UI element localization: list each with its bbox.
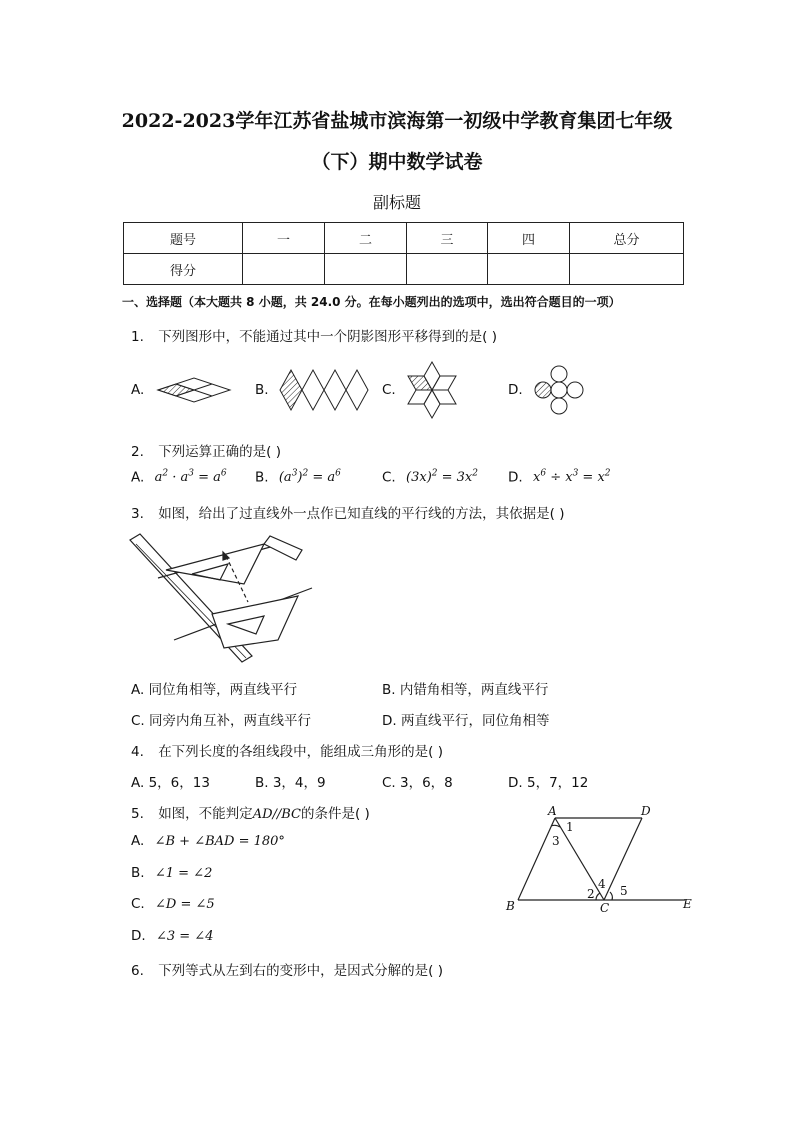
score-header-cell: 一 (243, 223, 325, 254)
q2-option-c-formula: $(3x)^2 = 3x^2$ (406, 469, 478, 486)
exam-subtitle: 副标题 (372, 193, 421, 212)
score-cell (488, 254, 570, 285)
label-A: A (548, 804, 557, 818)
q1-figure-a (158, 378, 230, 402)
angle-label-3: 3 (552, 834, 560, 848)
question-number: 6. (131, 963, 144, 979)
score-header-cell: 总分 (570, 223, 684, 254)
exam-title-line2: （下）期中数学试卷 (311, 151, 483, 173)
label-D: D (641, 804, 651, 818)
label-B: B (506, 899, 515, 913)
q2-option-b (255, 469, 341, 485)
q4-option-a: A. 5，6，13 (131, 775, 210, 791)
q1-figure-c (408, 362, 456, 418)
question-text-part1: 如图，不能判定 (158, 806, 253, 822)
score-header-cell: 三 (407, 223, 488, 254)
question-number: 5. (131, 806, 144, 822)
question-text: 下列图形中，不能通过其中一个阴影图形平移得到的是( ) (158, 329, 498, 345)
q2-option-a-formula: $a^2 \cdot a^3 = a^6$ (154, 469, 227, 486)
q1-option-d-label: D. (508, 382, 523, 398)
score-row-label: 得分 (124, 254, 243, 285)
angle-label-4: 4 (598, 877, 606, 891)
q5-parallel-expression: AD//BC (252, 807, 301, 822)
q1-option-c-label: C. (382, 382, 396, 398)
angle-label-1: 1 (566, 820, 574, 834)
question-text: 在下列长度的各组线段中，能组成三角形的是( ) (158, 744, 444, 760)
question-number: 2. (131, 444, 144, 460)
q5-parallelogram-figure (500, 800, 700, 918)
q4-option-b: B. 3，4，9 (255, 775, 326, 791)
q5-option-a-formula: ∠B + ∠BAD = 180° (154, 834, 285, 849)
score-cell (243, 254, 325, 285)
q2-option-d-formula: $x^6 \div x^3 = x^2$ (532, 469, 611, 486)
label-E: E (683, 897, 692, 911)
option-letter: B. (255, 469, 269, 486)
q4-option-c: C. 3，6，8 (382, 775, 453, 791)
score-header-cell: 二 (325, 223, 407, 254)
question-5 (131, 802, 370, 822)
q5-option-b (131, 865, 212, 881)
q2-option-a (131, 469, 227, 485)
option-letter: D. (508, 469, 523, 486)
q5-option-d (131, 928, 213, 944)
q5-option-b-formula: ∠1 = ∠2 (154, 866, 213, 881)
score-table (123, 222, 684, 285)
q5-option-c-formula: ∠D = ∠5 (155, 897, 215, 912)
score-cell (325, 254, 407, 285)
q3-option-b: B. 内错角相等，两直线平行 (382, 682, 549, 698)
question-6 (131, 959, 443, 979)
score-cell (570, 254, 684, 285)
option-letter: A. (131, 469, 145, 486)
q3-option-d: D. 两直线平行，同位角相等 (382, 713, 550, 729)
score-header-cell: 题号 (124, 223, 243, 254)
question-4 (131, 740, 443, 760)
score-table-header-row (124, 223, 684, 254)
score-cell (407, 254, 488, 285)
q3-option-c: C. 同旁内角互补，两直线平行 (131, 713, 312, 729)
q1-option-a-label: A. (131, 382, 145, 398)
exam-title-line1: 2022-2023学年江苏省盐城市滨海第一初级中学教育集团七年级 (121, 110, 673, 132)
angle-label-2: 2 (587, 887, 595, 901)
question-number: 1. (131, 329, 144, 345)
q1-figure-d (535, 366, 583, 414)
q1-figures (150, 360, 610, 422)
question-text: 如图，给出了过直线外一点作已知直线的平行线的方法，其依据是( ) (158, 506, 565, 522)
question-text: 下列等式从左到右的变形中，是因式分解的是( ) (158, 963, 444, 979)
option-letter: B. (131, 865, 145, 881)
q1-option-b-label: B. (255, 382, 269, 398)
option-letter: C. (131, 896, 145, 912)
q5-option-a (131, 833, 285, 849)
q5-option-c (131, 896, 215, 912)
question-number: 4. (131, 744, 144, 760)
option-letter: A. (131, 833, 145, 849)
q1-figure-b (280, 370, 368, 410)
score-table-score-row (124, 254, 684, 285)
q5-option-d-formula: ∠3 = ∠4 (155, 929, 214, 944)
score-header-cell: 四 (488, 223, 570, 254)
option-letter: D. (131, 928, 146, 944)
question-2 (131, 440, 281, 460)
question-1 (131, 325, 497, 345)
q3-triangle-ruler-figure (128, 530, 318, 670)
question-3 (131, 502, 565, 522)
question-text: 下列运算正确的是( ) (158, 444, 282, 460)
q2-option-c (382, 469, 478, 485)
q2-option-b-formula: $(a^3)^2 = a^6$ (278, 469, 341, 486)
angle-label-5: 5 (620, 884, 628, 898)
section-heading: 一、选择题（本大题共 8 小题，共 24.0 分。在每小题列出的选项中，选出符合题目的一项） (122, 295, 621, 309)
q2-option-d (508, 469, 611, 485)
question-text-part2: 的条件是( ) (301, 806, 370, 822)
q4-option-d: D. 5，7，12 (508, 775, 589, 791)
option-letter: C. (382, 469, 396, 486)
label-C: C (600, 901, 610, 915)
q3-option-a: A. 同位角相等，两直线平行 (131, 682, 298, 698)
question-number: 3. (131, 506, 144, 522)
